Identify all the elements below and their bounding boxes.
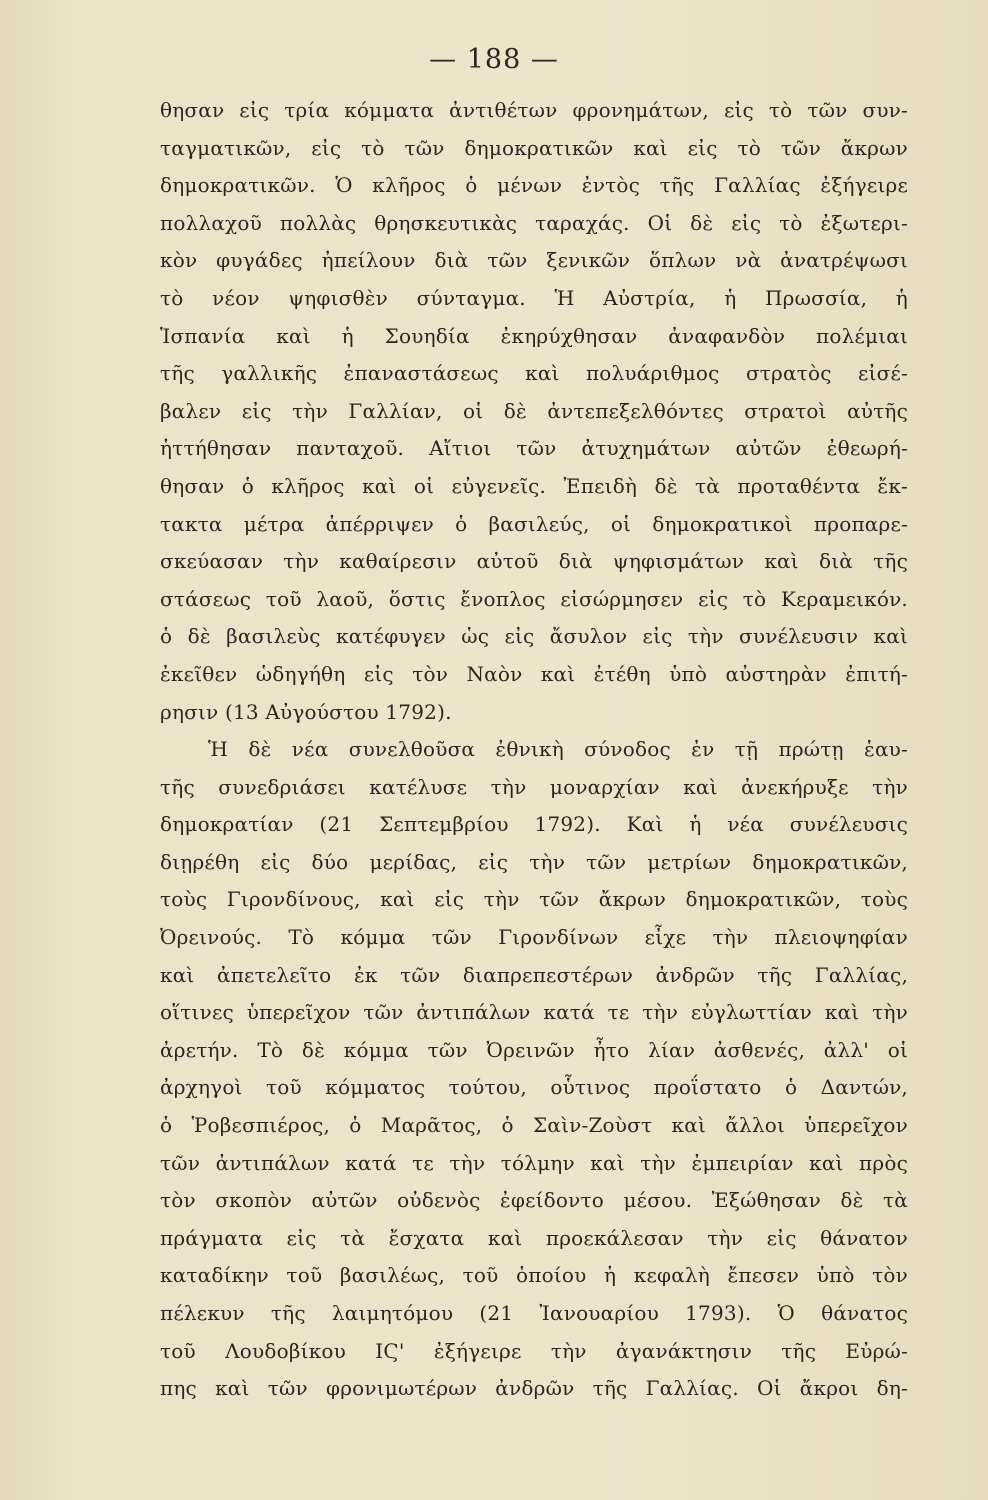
text-line: ἀρετήν. Τὸ δὲ κόμμα τῶν Ὀρεινῶν ἦτο λίαν ἀσθενές, ἀλλ' οἱ xyxy=(160,1037,908,1062)
text-line: σκεύασαν τὴν καθαίρεσιν αὐτοῦ διὰ ψηφισμάτων καὶ διὰ τῆς xyxy=(160,549,908,574)
text-line: τῆς συνεδριάσει κατέλυσε τὴν μοναρχίαν καὶ ἀνεκήρυξε τὴν xyxy=(160,774,908,799)
text-line: πέλεκυν τῆς λαιμητόμου (21 Ἰανουαρίου 1793). Ὁ θάνατος xyxy=(160,1301,908,1325)
text-line: καὶ ἀπετελεῖτο ἐκ τῶν διαπρεπεστέρων ἀνδρῶν τῆς Γαλλίας, xyxy=(160,962,908,987)
text-line: πολλαχοῦ πολλὰς θρησκευτικὰς ταραχάς. Οἱ δὲ εἰς τὸ ἐξωτερι- xyxy=(160,210,908,235)
text-line: δημοκρατικῶν. Ὁ κλῆρος ὁ μένων ἐντὸς τῆς Γαλλίας ἐξήγειρε xyxy=(160,173,908,198)
text-line: δημοκρατίαν (21 Σεπτεμβρίου 1792). Καὶ ἡ νέα συνέλευσις xyxy=(160,812,908,837)
text-line: ἀρχηγοὶ τοῦ κόμματος τούτου, οὗτινος προΐστατο ὁ Δαντών, xyxy=(160,1075,908,1100)
text-line: ἡττήθησαν πανταχοῦ. Αἴτιοι τῶν ἀτυχημάτων αὐτῶν ἐθεωρή- xyxy=(160,436,908,461)
text-line: στάσεως τοῦ λαοῦ, ὅστις ἔνοπλος εἰσώρμησεν εἰς τὸ Κεραμεικόν. xyxy=(160,586,908,611)
text-line: Ἡ δὲ νέα συνελθοῦσα ἐθνικὴ σύνοδος ἐν τῇ πρώτῃ ἑαυ- xyxy=(208,737,908,762)
text-line: τῶν ἀντιπάλων κατά τε τὴν τόλμην καὶ τὴν ἐμπειρίαν καὶ πρὸς xyxy=(160,1150,908,1175)
page-number: — 188 — xyxy=(429,44,559,75)
text-line: τὸν σκοπὸν αὐτῶν οὐδενὸς ἐφείδοντο μέσου. Ἐξώθησαν δὲ τὰ xyxy=(160,1188,908,1213)
text-line: τὸ νέον ψηφισθὲν σύνταγμα. Ἡ Αὐστρία, ἡ Πρωσσία, ἡ xyxy=(160,285,908,310)
text-line: πράγματα εἰς τὰ ἔσχατα καὶ προεκάλεσαν τὴν εἰς θάνατον xyxy=(160,1225,908,1250)
text-line: Ἱσπανία καὶ ἡ Σουηδία ἐκηρύχθησαν ἀναφανδὸν πολέμιαι xyxy=(160,323,908,348)
text-line: βαλεν εἰς τὴν Γαλλίαν, οἱ δὲ ἀντεπεξελθόντες στρατοὶ αὐτῆς xyxy=(160,398,908,423)
text-line: καταδίκην τοῦ βασιλέως, τοῦ ὁποίου ἡ κεφαλὴ ἔπεσεν ὑπὸ τὸν xyxy=(160,1263,908,1288)
text-line: πης καὶ τῶν φρονιμωτέρων ἀνδρῶν τῆς Γαλλίας. Οἱ ἄκροι δη- xyxy=(160,1376,908,1401)
text-line: ὁ δὲ βασιλεὺς κατέφυγεν ὡς εἰς ἄσυλον εἰς τὴν συνέλευσιν καὶ xyxy=(160,624,908,649)
text-line: τοῦ Λουδοβίκου ΙϚ' ἐξήγειρε τὴν ἀγανάκτησιν τῆς Εὐρώ- xyxy=(160,1338,908,1363)
text-line: οἵτινες ὑπερεῖχον τῶν ἀντιπάλων κατά τε τὴν εὐγλωττίαν καὶ τὴν xyxy=(160,1000,908,1025)
text-line: Ὀρεινούς. Τὸ κόμμα τῶν Γιρονδίνων εἶχε τὴν πλειοψηφίαν xyxy=(160,925,908,950)
text-line: θησαν ὁ κλῆρος καὶ οἱ εὐγενεῖς. Ἐπειδὴ δὲ τὰ προταθέντα ἔκ- xyxy=(160,473,908,498)
text-line: ὁ Ῥοβεσπιέρος, ὁ Μαρᾶτος, ὁ Σαὶν-Ζοὺστ καὶ ἄλλοι ὑπερεῖχον xyxy=(160,1113,908,1138)
text-line: ἐκεῖθεν ὡδηγήθη εἰς τὸν Ναὸν καὶ ἐτέθη ὑπὸ αὐστηρὰν ἐπιτή- xyxy=(160,661,908,686)
text-line: τακτα μέτρα ἀπέρριψεν ὁ βασιλεύς, οἱ δημοκρατικοὶ προπαρε- xyxy=(160,511,908,536)
text-line: κὸν φυγάδες ἠπείλουν διὰ τῶν ξενικῶν ὅπλων νὰ ἀνατρέψωσι xyxy=(160,248,908,273)
body-text xyxy=(160,92,908,1408)
text-line: ταγματικῶν, εἰς τὸ τῶν δημοκρατικῶν καὶ εἰς τὸ τῶν ἄκρων xyxy=(160,135,908,160)
text-line: ρησιν (13 Αὐγούστου 1792). xyxy=(160,699,452,724)
text-line: τῆς γαλλικῆς ἐπαναστάσεως καὶ πολυάριθμος στρατὸς εἰσέ- xyxy=(160,361,908,386)
text-line: θησαν εἰς τρία κόμματα ἀντιθέτων φρονημάτων, εἰς τὸ τῶν συν- xyxy=(160,98,908,122)
text-line: διῃρέθη εἰς δύο μερίδας, εἰς τὴν τῶν μετρίων δημοκρατικῶν, xyxy=(160,849,908,874)
text-line: τοὺς Γιρονδίνους, καὶ εἰς τὴν τῶν ἄκρων δημοκρατικῶν, τοὺς xyxy=(160,887,908,912)
